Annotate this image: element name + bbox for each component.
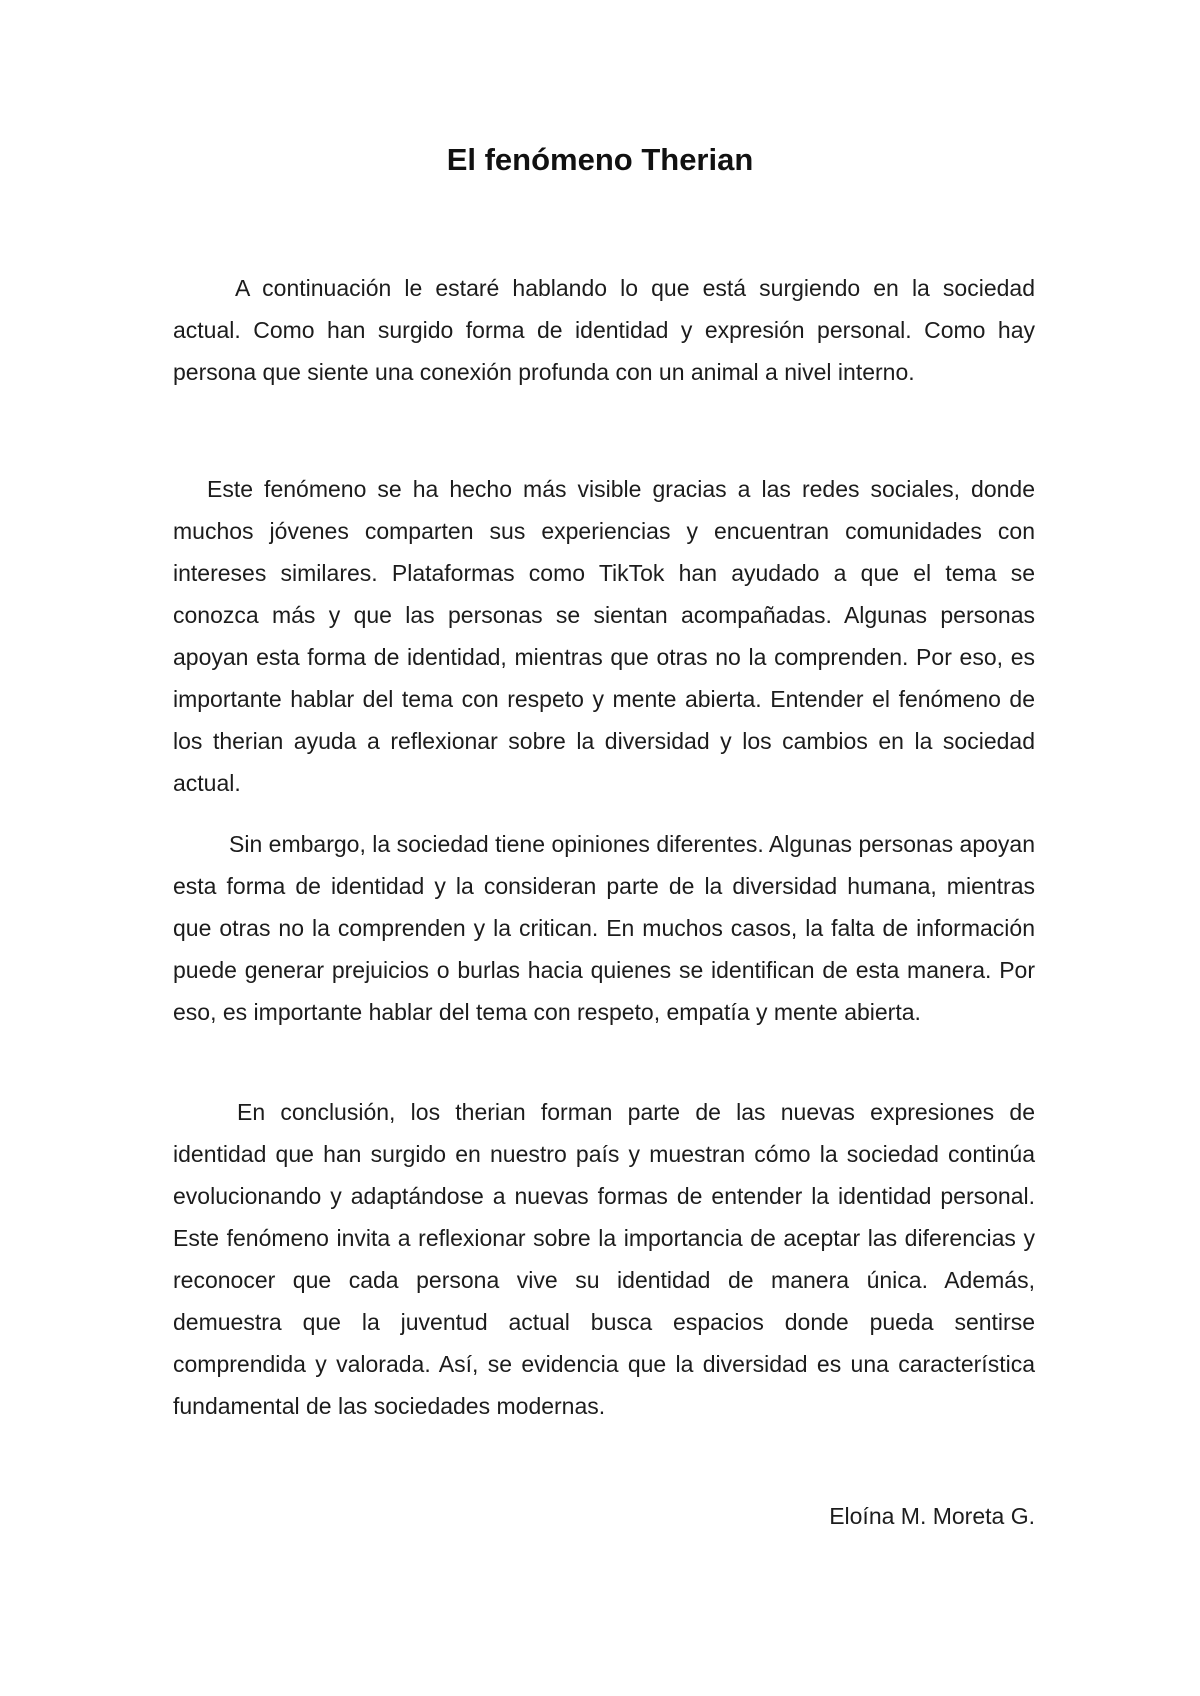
paragraph-social-media: Este fenómeno se ha hecho más visible gracias a las redes sociales, donde muchos jóvenes comparten sus experiencias y encuentran comunidades con intereses similares. Plataformas como TikTok han ayudado a que el tema se conozca más y que las personas se sientan acompañadas. Algunas personas apoyan esta forma de identidad, mientras que otras no la comprenden. Por eso, es importante hablar del tema con respeto y mente abierta. Entender el fenómeno de los therian ayuda a reflexionar sobre la diversidad y los cambios en la sociedad actual. [173, 476, 1035, 796]
paragraph-opinions: Sin embargo, la sociedad tiene opiniones diferentes. Algunas personas apoyan esta forma de identidad y la consideran parte de la diversidad humana, mientras que otras no la comprenden y la critican. En muchos casos, la falta de información puede generar prejuicios o burlas hacia quienes se identifican de esta manera. Por eso, es importante hablar del tema con respeto, empatía y mente abierta. [173, 831, 1035, 1025]
document-title: El fenómeno Therian [446, 142, 754, 177]
paragraph-introduction: A continuación le estaré hablando lo que está surgiendo en la sociedad actual. Como han surgido forma de identidad y expresión personal. Como hay persona que siente una conexión profunda con un animal a nivel interno. [173, 275, 1035, 385]
author-signature: Eloína M. Moreta G. [829, 1503, 1035, 1529]
paragraph-conclusion: En conclusión, los therian forman parte de las nuevas expresiones de identidad que han surgido en nuestro país y muestran cómo la sociedad continúa evolucionando y adaptándose a nuevas formas de entender la identidad personal. Este fenómeno invita a reflexionar sobre la importancia de aceptar las diferencias y reconocer que cada persona vive su identidad de manera única. Además, demuestra que la juventud actual busca espacios donde pueda sentirse comprendida y valorada. Así, se evidencia que la diversidad es una característica fundamental de las sociedades modernas. [173, 1099, 1035, 1419]
